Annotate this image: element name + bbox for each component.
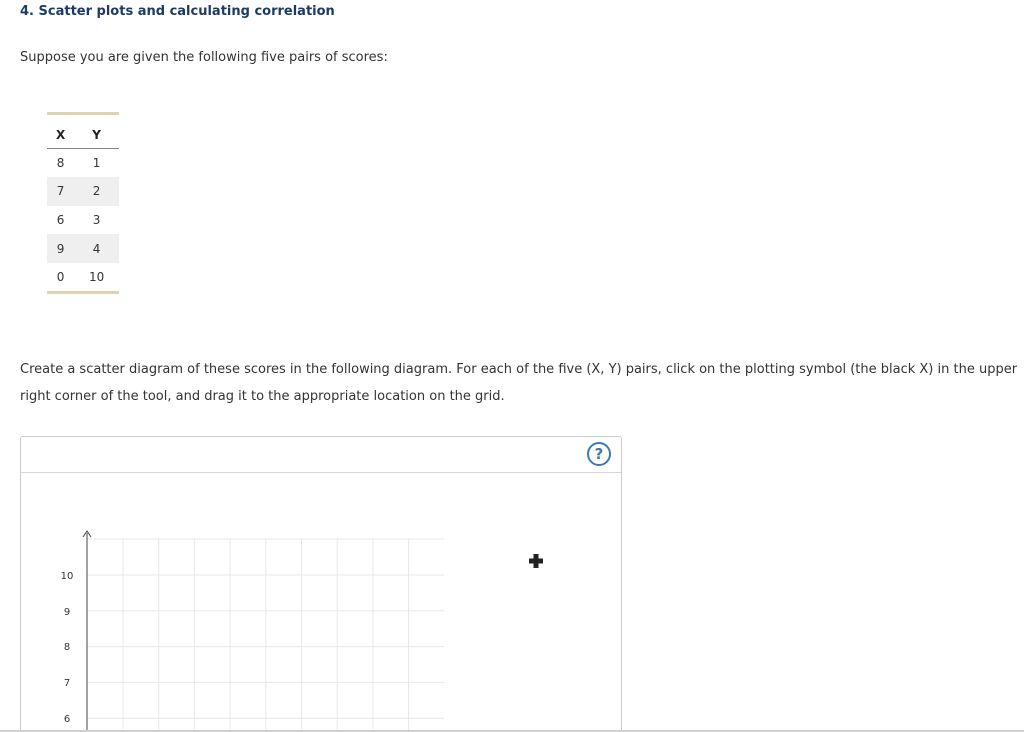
table-row <box>47 263 119 292</box>
y-tick-label: 8 <box>63 642 71 653</box>
tool-toolbar <box>21 437 621 473</box>
table-row <box>47 234 119 263</box>
table-row <box>47 177 119 206</box>
instructions-text: Create a scatter diagram of these scores in the following diagram. For each of the five (X, Y) pairs, click on the plotting symbol (the black X) in the upper right corner of the tool, and drag it to the appropriate location on the grid. <box>20 362 1018 404</box>
cell-y: 2 <box>74 177 119 206</box>
cell-y: 3 <box>92 212 101 227</box>
cell-x: 6 <box>56 212 65 227</box>
y-tick-label: 9 <box>63 607 71 618</box>
scores-table <box>47 112 119 294</box>
table-row <box>47 206 119 235</box>
cell-y: 4 <box>74 234 119 263</box>
intro-text: Suppose you are given the following five pairs of scores: <box>20 50 388 65</box>
cell-x: 8 <box>56 155 65 170</box>
plus-cross-icon[interactable] <box>528 553 544 569</box>
y-tick-label: 10 <box>60 571 74 582</box>
grid-vertical-lines <box>123 539 409 732</box>
question-title: 4. Scatter plots and calculating correlation <box>20 4 335 19</box>
scatter-plot-area[interactable] <box>21 473 621 732</box>
cell-y: 10 <box>88 270 105 285</box>
y-tick-label: 7 <box>63 678 71 689</box>
y-tick-labels <box>61 571 74 732</box>
help-icon[interactable]: ? <box>587 442 611 466</box>
column-header-x: X <box>47 115 74 148</box>
table-header-row <box>47 115 119 148</box>
scatter-graph-tool[interactable] <box>20 436 622 732</box>
cell-y: 1 <box>92 155 101 170</box>
table-row <box>47 148 119 177</box>
cell-x: 0 <box>56 270 65 285</box>
cell-x: 9 <box>47 234 74 263</box>
y-tick-label: 6 <box>63 714 71 725</box>
cell-x: 7 <box>47 177 74 206</box>
column-header-y: Y <box>74 115 119 148</box>
